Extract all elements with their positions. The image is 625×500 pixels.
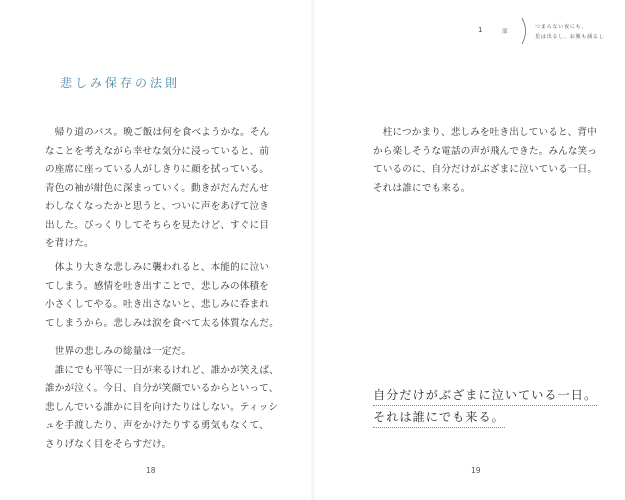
- text-line: の座席に座っている人がしきりに顔を拭っている。: [45, 164, 270, 175]
- text-line: から楽しそうな電話の声が飛んできた。みんな笑っ: [373, 145, 598, 157]
- text-line: なことを考えながら幸せな気分に浸っていると、前: [45, 145, 270, 157]
- text-line: 柱につかまり、悲しみを吐き出していると、背中: [373, 127, 597, 138]
- text-line: 誰かが泣く。今日、自分が笑顔でいるからといって、: [45, 383, 279, 394]
- text-line: ているのに、自分だけがぶざまに泣いている一日。: [373, 164, 598, 175]
- page-number-left: 18: [146, 466, 156, 475]
- bracket-icon: [521, 17, 530, 45]
- pull-quote-line: それは誰にでも来る。: [373, 408, 505, 428]
- left-paragraph-3: [45, 343, 279, 454]
- text-line: てしまうから。悲しみは涙を食べて太る体質なんだ。: [45, 317, 279, 329]
- text-line: 帰り道のバス。晩ご飯は何を食べようかな。そん: [45, 127, 270, 138]
- pull-quote-line: 自分だけがぶざまに泣いている一日。: [373, 386, 597, 406]
- running-header: [478, 17, 618, 51]
- left-paragraph-1: [45, 124, 269, 254]
- text-line: 悲しんでいる誰かに目を向けたりはしない。ティッシ: [45, 401, 279, 413]
- text-line: 小さくしてやる。吐き出さないと、悲しみに呑まれ: [45, 299, 270, 310]
- text-line: を背けた。: [45, 238, 94, 249]
- header-subtitle-line1: つまらない夜にも、: [535, 24, 588, 30]
- page-gutter: [311, 0, 315, 500]
- text-line: わしなくなったかと思うと、ついに声をあげて泣き: [45, 201, 270, 212]
- part-number: 1: [478, 26, 484, 34]
- pull-quote: [373, 386, 597, 430]
- text-line: さりげなく目をそらすだけ。: [45, 438, 172, 450]
- text-line: てしまう。感情を吐き出すことで、悲しみの体積を: [45, 280, 269, 292]
- chapter-title: 悲しみ保存の法則: [60, 76, 181, 90]
- left-paragraph-2: [45, 259, 279, 333]
- text-line: それは誰にでも来る。: [373, 182, 471, 194]
- text-line: 体より大きな悲しみに襲われると、本能的に泣い: [45, 262, 270, 273]
- right-paragraph-1: [373, 124, 597, 198]
- page-number-right: 19: [471, 466, 481, 475]
- text-line: 誰にでも平等に一日が来るけれど、誰かが笑えば、: [45, 364, 279, 376]
- text-line: 世界の悲しみの総量は一定だ。: [45, 346, 192, 357]
- text-line: 出した。びっくりしてそちらを見たけど、すぐに目: [45, 219, 270, 231]
- part-label: 部: [502, 29, 508, 35]
- text-line: ュを手渡したり、声をかけたりする勇気もなくて、: [45, 420, 269, 431]
- header-subtitle-line2: 星は出るし、お腹も減るし: [535, 34, 605, 40]
- text-line: 青色の袖が紺色に深まっていく。動きがだんだんせ: [45, 182, 269, 194]
